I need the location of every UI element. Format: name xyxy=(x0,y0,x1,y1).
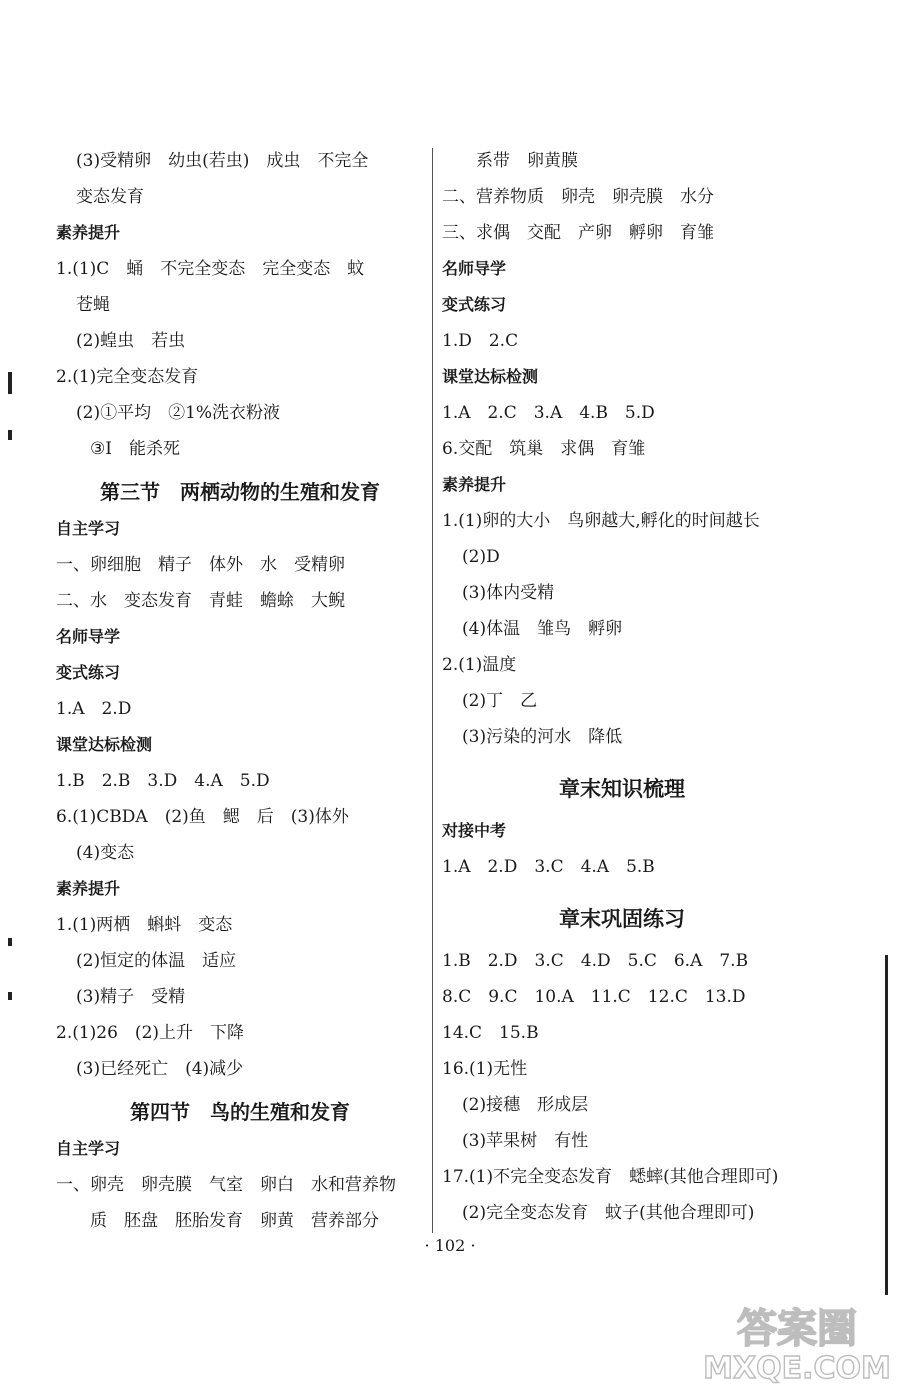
answer-line: (3)体内受精 xyxy=(462,583,555,603)
section-title: 第三节 两栖动物的生殖和发育 xyxy=(100,480,380,504)
section-heading: 名师导学 xyxy=(56,627,121,646)
answer-line: 6.交配 筑巢 求偶 育雏 xyxy=(442,439,646,459)
answer-line: (3)苹果树 有性 xyxy=(462,1131,589,1151)
section-heading: 自主学习 xyxy=(56,519,121,538)
answer-line: 变态发育 xyxy=(76,187,144,207)
answer-line: 系带 卵黄膜 xyxy=(476,151,578,171)
answer-line: (3)受精卵 幼虫(若虫) 成虫 不完全 xyxy=(76,151,369,171)
answer-line: 二、营养物质 卵壳 卵壳膜 水分 xyxy=(442,187,714,207)
page-number: · 102 · xyxy=(424,1236,476,1255)
answer-line: 8.C 9.C 10.A 11.C 12.C 13.D xyxy=(442,987,746,1007)
section-title: 章末巩固练习 xyxy=(559,907,685,931)
answer-line: (2)①平均 ②1%洗衣粉液 xyxy=(76,403,281,423)
answer-line: 苍蝇 xyxy=(76,295,110,315)
answer-line: 2.(1)温度 xyxy=(442,655,517,675)
watermark-title: 答案圈 xyxy=(737,1306,857,1352)
section-heading: 变式练习 xyxy=(56,663,121,682)
watermark-url: MXQE.COM xyxy=(703,1351,891,1384)
answer-line: (3)污染的河水 降低 xyxy=(462,727,623,747)
scan-mark xyxy=(8,992,12,1000)
answer-line: 三、求偶 交配 产卵 孵卵 育雏 xyxy=(442,223,714,243)
column-divider xyxy=(432,148,433,1233)
answer-line: ③Ⅰ 能杀死 xyxy=(90,439,180,459)
scan-mark xyxy=(8,938,12,946)
answer-line: (4)体温 雏鸟 孵卵 xyxy=(462,619,623,639)
answer-line: 一、卵壳 卵壳膜 气室 卵白 水和营养物 xyxy=(56,1175,396,1195)
answer-line: (4)变态 xyxy=(76,843,135,863)
answer-line: 1.(1)C 蛹 不完全变态 完全变态 蚊 xyxy=(56,259,365,279)
answer-line: 二、水 变态发育 青蛙 蟾蜍 大鲵 xyxy=(56,591,345,611)
answer-line: (2)恒定的体温 适应 xyxy=(76,951,237,971)
answer-line: (3)精子 受精 xyxy=(76,987,186,1007)
answer-line: 1.(1)卵的大小 鸟卵越大,孵化的时间越长 xyxy=(442,511,760,531)
answer-line: (2)D xyxy=(462,547,500,567)
section-heading: 自主学习 xyxy=(56,1139,121,1158)
left-column xyxy=(56,148,424,1244)
answer-line: 1.A 2.C 3.A 4.B 5.D xyxy=(442,403,655,423)
section-heading: 名师导学 xyxy=(442,259,507,278)
answer-line: 1.A 2.D 3.C 4.A 5.B xyxy=(442,857,655,877)
right-column xyxy=(442,148,862,1236)
section-title: 章末知识梳理 xyxy=(559,777,685,801)
answer-line: 2.(1)26 (2)上升 下降 xyxy=(56,1023,245,1043)
answer-line: 1.B 2.B 3.D 4.A 5.D xyxy=(56,771,270,791)
section-heading: 课堂达标检测 xyxy=(442,367,539,386)
answer-line: 1.B 2.D 3.C 4.D 5.C 6.A 7.B xyxy=(442,951,749,971)
section-heading: 变式练习 xyxy=(442,295,507,314)
answer-line: 1.(1)两栖 蝌蚪 变态 xyxy=(56,915,233,935)
scan-mark xyxy=(8,430,12,440)
answer-line: (2)丁 乙 xyxy=(462,691,538,711)
answer-line: 17.(1)不完全变态发育 蟋蟀(其他合理即可) xyxy=(442,1167,779,1187)
section-heading: 课堂达标检测 xyxy=(56,735,153,754)
answer-line: 6.(1)CBDA (2)鱼 鳃 后 (3)体外 xyxy=(56,807,349,827)
answer-line: (2)接穗 形成层 xyxy=(462,1095,589,1115)
answer-line: (3)已经死亡 (4)减少 xyxy=(76,1059,244,1079)
watermark-logo xyxy=(700,1300,895,1384)
section-heading: 对接中考 xyxy=(442,821,507,840)
section-heading: 素养提升 xyxy=(442,475,507,494)
section-heading: 素养提升 xyxy=(56,879,121,898)
section-heading: 素养提升 xyxy=(56,223,121,242)
answer-line: (2)完全变态发育 蚊子(其他合理即可) xyxy=(462,1203,755,1223)
scan-mark xyxy=(8,372,12,394)
section-title: 第四节 鸟的生殖和发育 xyxy=(130,1100,350,1124)
answer-line: 1.A 2.D xyxy=(56,699,132,719)
answer-line: 16.(1)无性 xyxy=(442,1059,528,1079)
answer-line: 质 胚盘 胚胎发育 卵黄 营养部分 xyxy=(90,1211,379,1231)
answer-line: 1.D 2.C xyxy=(442,331,519,351)
answer-line: 14.C 15.B xyxy=(442,1023,539,1043)
answer-line: (2)蝗虫 若虫 xyxy=(76,331,186,351)
answer-line: 2.(1)完全变态发育 xyxy=(56,367,199,387)
answer-line: 一、卵细胞 精子 体外 水 受精卵 xyxy=(56,555,345,575)
scan-edge-shadow xyxy=(885,955,888,1295)
